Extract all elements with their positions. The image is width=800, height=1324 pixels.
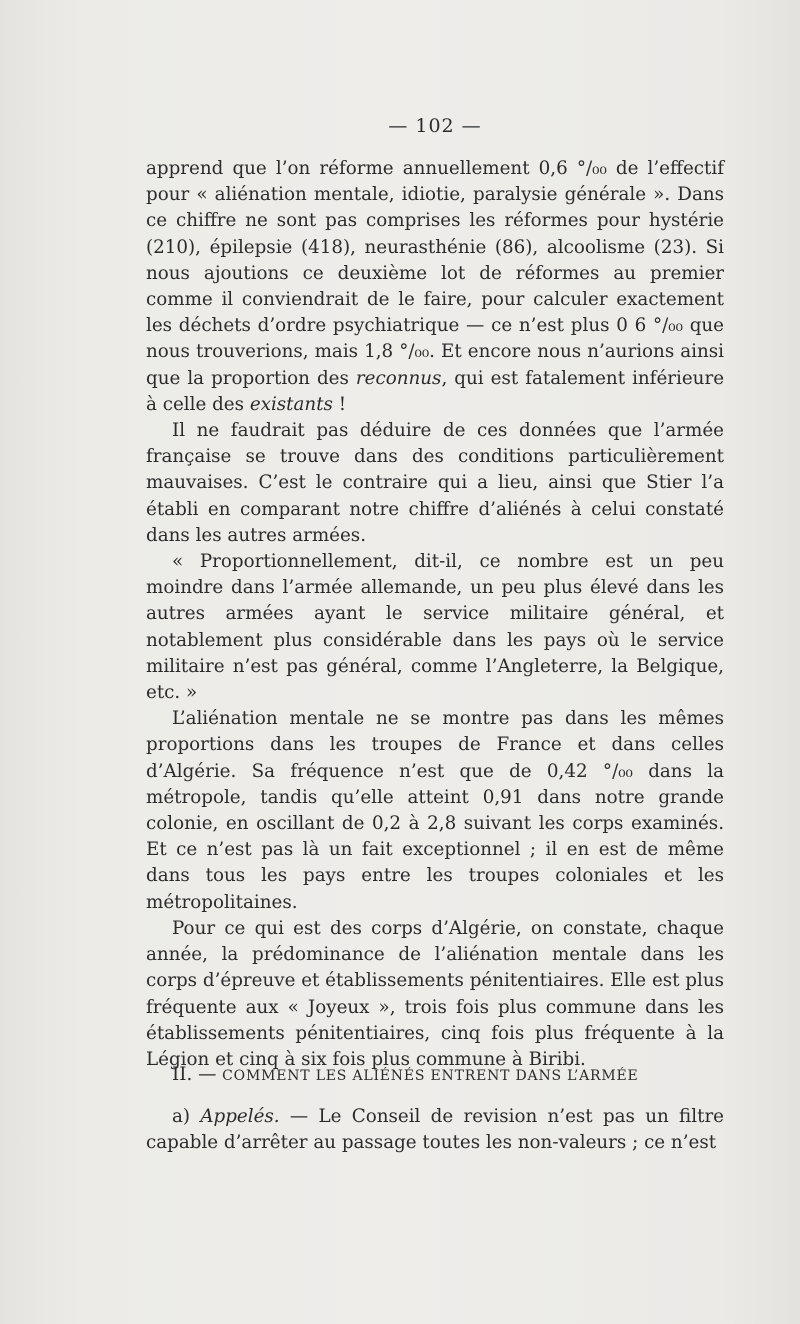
section-heading-title: COMMENT LES ALIÉNÉS ENTRENT DANS L’ARMÉE [222, 1068, 639, 1084]
paragraph-4: L’aliénation mentale ne se montre pas dans les mêmes proportions dans les troupes de France et dans celles d’Algérie. Sa fréquence n’est que de 0,42 °/₀₀ dans la métropole, tandis qu’elle atteint 0,91 dans notre grande colonie, en oscillant de 0,2 à 2,8 suivant les corps examinés. Et ce n’est pas là un fait exceptionnel ; il en est de même dans tous les pays entre les troupes coloniales et les métropolitaines. [146, 708, 724, 913]
paragraph-5: Pour ce qui est des corps d’Algérie, on constate, chaque année, la prédominance de l’aliénation mentale dans les corps d’épreuve et établissements pénitentiaires. Elle est plus fréquente aux « Joyeux », trois fois plus commune dans les établissements pénitentiaires, cinq fois plus fréquente à la Légion et cinq à six fois plus commune à Biribi. [146, 917, 725, 1070]
section-heading: II. — COMMENT LES ALIÉNÉS ENTRENT DANS L’ARMÉE [172, 1064, 639, 1085]
paragraph-2: Il ne faudrait pas déduire de ces données que l’armée française se trouve dans des conditions particulièrement mauvaises. C’est le contraire qui a lieu, ainsi que Stier l’a établi en comparant notre chiffre d’aliénés à celui constaté dans les autres armées. [146, 420, 724, 546]
paragraph-1: apprend que l’on réforme annuellement 0,6 °/₀₀ de l’effectif pour « aliénation mentale, idiotie, paralysie générale ». Dans ce chiffre ne sont pas comprises les réformes pour hystérie (210), épilepsie (418), neurasthénie (86), alcoolisme (23). Si nous ajoutions ce deuxième lot de réformes au premier comme il conviendrait de le faire, pour calculer exactement les déchets d’ordre psychiatrique — ce n’est plus 0 6 °/₀₀ que nous trouverions, mais 1,8 °/₀₀. Et encore nous n’aurions ainsi que la proportion des reconnus, qui est fatalement inférieure à celle des existants ! [146, 158, 725, 415]
subsection-label: Appelés. [200, 1106, 280, 1127]
body-text [146, 156, 724, 1073]
paragraph-3: « Proportionnellement, dit-il, ce nombre est un peu moindre dans l’armée allemande, un peu plus élevé dans les autres armées ayant le service militaire général, et notablement plus considérable dans les pays où le service militaire n’est pas général, comme l’Angleterre, la Belgique, etc. » [146, 551, 724, 704]
subsection-paragraph: a) Appelés. — Le Conseil de revision n’est pas un filtre capable d’arrêter au passage toutes les non-valeurs ; ce n’est [146, 1106, 724, 1154]
italic-reconnus: reconnus [355, 367, 442, 389]
page-number: — 102 — [388, 115, 482, 137]
italic-existants: existants [249, 393, 333, 415]
